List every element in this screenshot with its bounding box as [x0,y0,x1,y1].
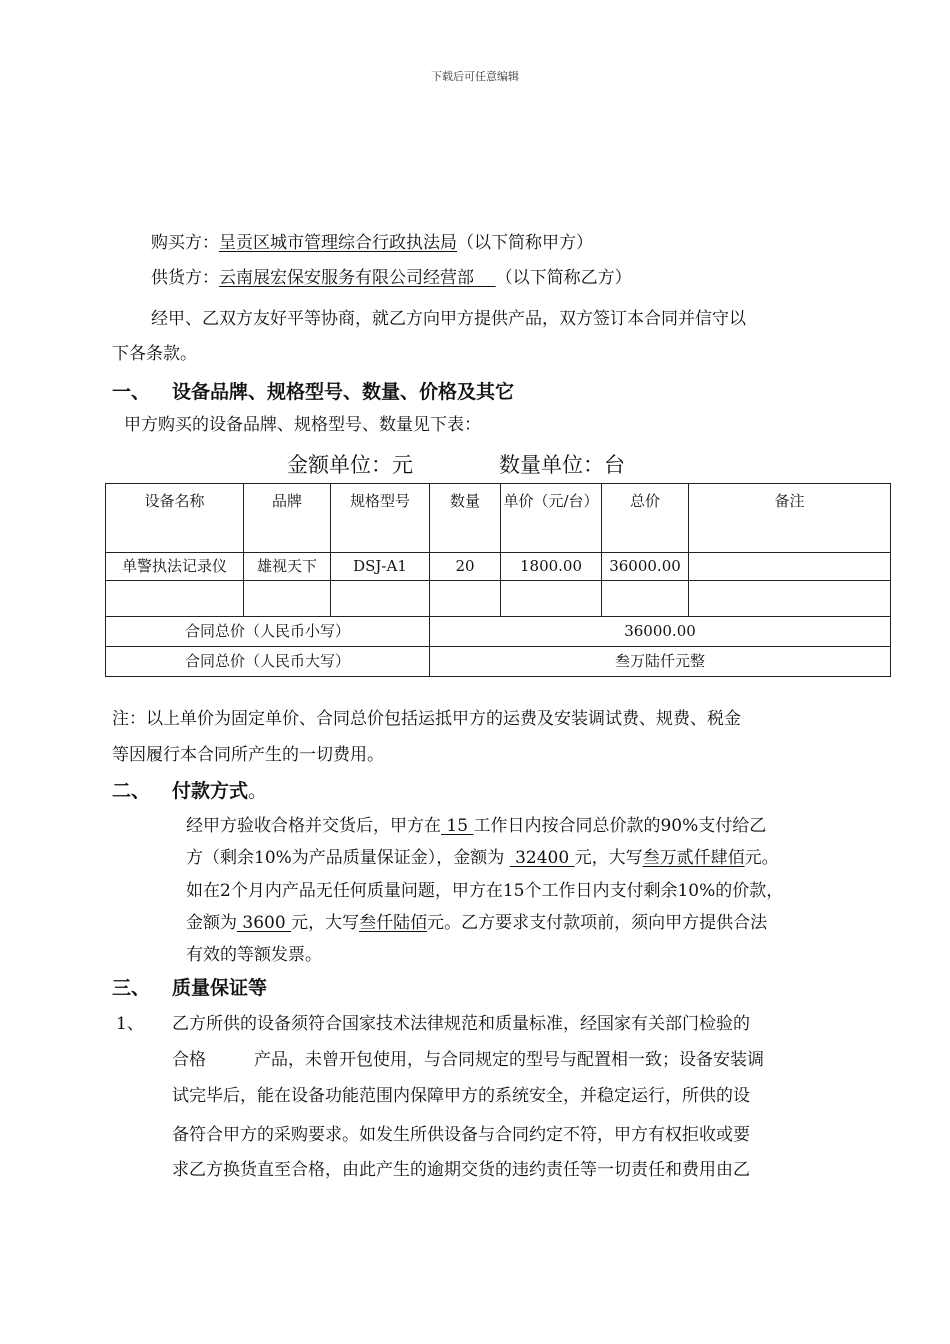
table-cell: DSJ-A1 [331,553,430,581]
amount-unit: 金额单位：元 [287,453,413,477]
buyer-suffix: （以下简称甲方） [457,233,593,253]
quality-item-number: 1、 [116,1014,144,1034]
table-cell: 雄视天下 [244,553,331,581]
section2-number: 二、 [112,780,151,802]
table-cell [689,553,891,581]
table-row [106,581,891,617]
table-cell: 单警执法记录仪 [106,553,244,581]
total-lower-row [106,617,891,647]
section1-number: 一、 [112,381,151,403]
supplier-suffix: （以下简称乙方） [495,268,632,288]
quality-line-2: 合格 产品，未曾开包使用，与合同规定的型号与配置相一致；设备安装调 [172,1050,764,1070]
header-cell: 备注 [689,484,891,553]
header-note: 下载后可任意编辑 [431,70,519,83]
payment-line-2: 方（剩余10%为产品质量保证金），金额为 32400 元，大写叁万贰仟肆佰元。 [186,848,779,868]
section1-title: 设备品牌、规格型号、数量、价格及其它 [172,381,515,403]
table-cell [430,581,501,617]
total-upper-label: 合同总价（人民币大写） [106,647,430,677]
payment-amount-upper: 叁万贰仟肆佰 [642,848,745,868]
note-line-1: 注：以上单价为固定单价、合同总价包括运抵甲方的运费及安装调试费、规费、税金 [112,709,741,729]
header-cell: 设备名称 [106,484,244,553]
table-row [106,553,891,581]
remaining-amount: 3600 [237,913,292,933]
table-cell [689,581,891,617]
section1-subtitle: 甲方购买的设备品牌、规格型号、数量见下表： [124,415,481,435]
total-upper-row [106,647,891,677]
total-lower-value: 36000.00 [430,617,891,647]
header-cell: 品牌 [244,484,331,553]
header-cell: 单价（元/台） [501,484,602,553]
section3-number: 三、 [112,977,151,999]
intro-line-1: 经甲、乙双方友好平等协商，就乙方向甲方提供产品，双方签订本合同并信守以 [151,309,746,329]
table-cell [331,581,430,617]
header-cell: 总价 [602,484,689,553]
payment-line-5: 有效的等额发票。 [186,945,322,965]
payment-days: 15 [441,816,474,836]
quality-line-1: 乙方所供的设备须符合国家技术法律规范和质量标准，经国家有关部门检验的 [172,1014,750,1034]
table-header-row [106,484,891,553]
section3-title: 质量保证等 [172,977,268,999]
intro-line-2: 下各条款。 [112,344,197,364]
quality-line-5: 求乙方换货直至合格，由此产生的逾期交货的违约责任等一切责任和费用由乙 [172,1160,750,1180]
payment-amount: 32400 [509,848,575,868]
buyer-name: 呈贡区城市管理综合行政执法局 [219,233,457,253]
buyer-label: 购买方： [151,233,219,253]
note-line-2: 等因履行本合同所产生的一切费用。 [112,745,384,765]
total-lower-label: 合同总价（人民币小写） [106,617,430,647]
table-cell [106,581,244,617]
header-cell: 规格型号 [331,484,430,553]
equipment-table [105,483,891,677]
table-cell [501,581,602,617]
supplier-name: 云南展宏保安服务有限公司经营部 [219,268,474,288]
section2-title: 付款方式。 [172,780,268,802]
supplier-label: 供货方： [151,268,219,288]
table-cell: 36000.00 [602,553,689,581]
table-cell [602,581,689,617]
table-cell: 1800.00 [501,553,602,581]
remaining-amount-upper: 叁仟陆佰 [359,913,428,933]
quality-line-3: 试完毕后，能在设备功能范围内保障甲方的系统安全，并稳定运行，所供的设 [172,1086,750,1106]
quality-line-4: 备符合甲方的采购要求。如发生所供设备与合同约定不符，甲方有权拒收或要 [172,1125,750,1145]
buyer-line [151,233,593,253]
payment-line-3: 如在2个月内产品无任何质量问题，甲方在15个工作日内支付剩余10%的价款， [186,881,784,901]
payment-line-1: 经甲方验收合格并交货后，甲方在 15 工作日内按合同总价款的90%支付给乙 [186,816,767,836]
table-cell [244,581,331,617]
quantity-unit: 数量单位：台 [499,453,625,477]
total-upper-value: 叁万陆仟元整 [430,647,891,677]
table-cell: 20 [430,553,501,581]
payment-line-4: 金额为 3600 元，大写叁仟陆佰元。乙方要求支付款项前，须向甲方提供合法 [186,913,768,933]
header-cell: 数量 [430,484,501,553]
supplier-line [151,268,632,288]
